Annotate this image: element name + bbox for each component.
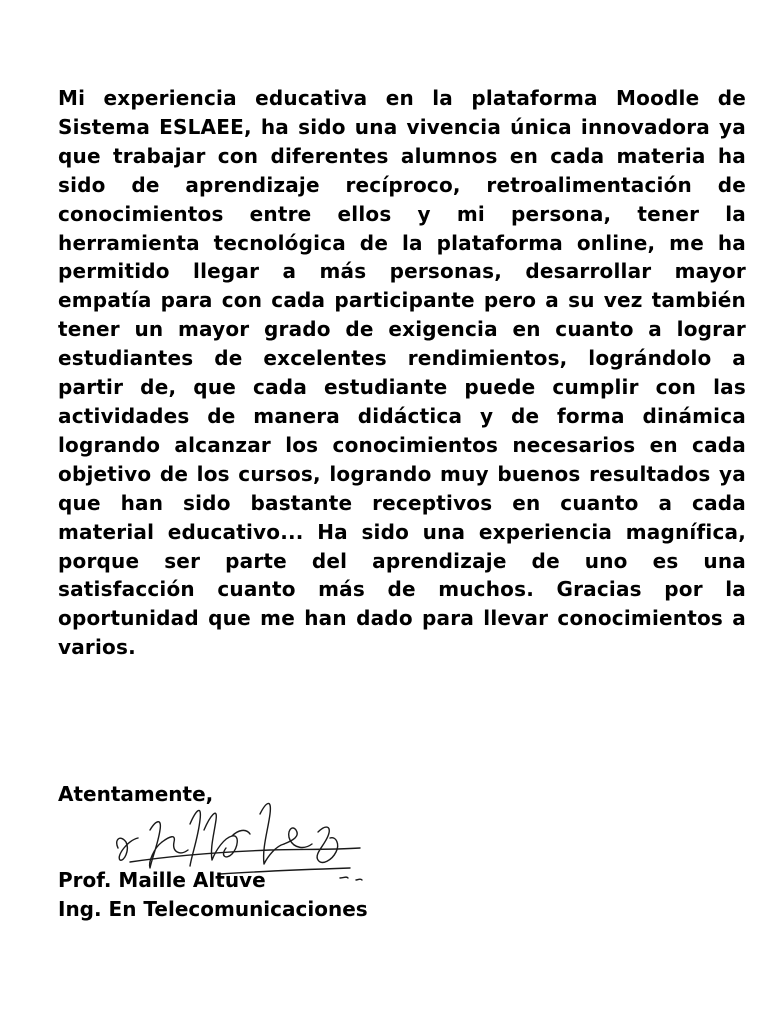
signer-name: Prof. Maille Altuve	[58, 868, 266, 892]
signer-title: Ing. En Telecomunicaciones	[58, 897, 368, 921]
letter-closing: Atentamente,	[58, 782, 214, 806]
letter-body: Mi experiencia educativa en la plataforma Moodle de Sistema ESLAEE, ha sido una vivencia única innovadora ya que trabajar con diferentes alumnos en cada materia ha sido de aprendizaje recíproco, retroalimentación de conocimientos entre ellos y mi persona, tener la herramienta tecnológica de la plataforma online, me ha permitido llegar a más personas, desarrollar mayor empatía para con cada participante pero a su vez también tener un mayor grado de exigencia en cuanto a lograr estudiantes de excelentes rendimientos, lográndolo a partir de, que cada estudiante puede cumplir con las actividades de manera didáctica y de forma dinámica logrando alcanzar los conocimientos necesarios en cada objetivo de los cursos, logrando muy buenos resultados ya que han sido bastante receptivos en cuanto a cada material educativo... Ha sido una experiencia magnífica, porque ser parte del aprendizaje de uno es una satisfacción cuanto más de muchos. Gracias por la oportunidad que me han dado para llevar conocimientos a varios.	[58, 86, 746, 660]
